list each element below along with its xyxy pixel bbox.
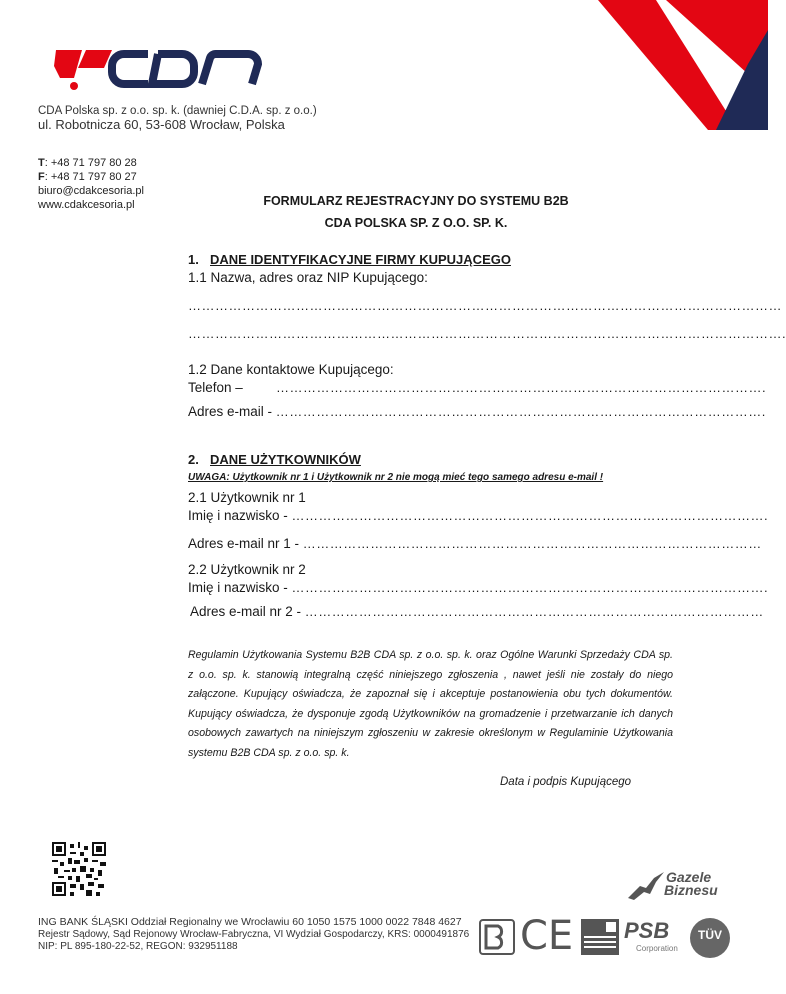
company-name: CDA Polska sp. z o.o. sp. k. (dawniej C.D.A. sp. z o.o.) [38,105,317,117]
phone-value: : +48 71 797 80 28 [44,157,137,169]
user-1-email-row [188,536,762,551]
user-2-title: 2.2 Użytkownik nr 2 [188,562,306,577]
user-2-name-field[interactable]: ……………………………………………………………………………………………. [291,580,769,595]
phone-label: T [38,157,45,169]
user-2-email-label: Adres e-mail nr 2 - [190,604,305,619]
gazele-text-2: Biznesu [664,882,718,898]
quality-control-icon [580,918,620,956]
ce-mark-icon: CE [520,913,574,959]
fax-line [38,170,144,184]
gazelle-icon [626,868,666,902]
company-id-field-2[interactable]: ……………………………………………………………………………………………………………………. [188,326,786,341]
user-2-email-row [190,604,764,619]
user-2-name-label: Imię i nazwisko - [188,580,292,595]
signature-label: Data i podpis Kupującego [500,776,632,788]
title-line-2: CDA POLSKA SP. Z O.O. SP. K. [324,216,508,230]
gazele-text-1: Gazele [666,869,712,885]
company-id-field-1[interactable]: …………………………………………………………………………………………………………………… [188,298,782,313]
psb-text: PSB [624,918,670,943]
email-link[interactable]: biuro@cdakcesoria.pl [38,185,144,197]
fax-value: : +48 71 797 80 27 [44,171,137,183]
user-2-email-field[interactable]: ………………………………………………………………………………………… [304,604,764,619]
section-2-heading [188,452,678,467]
tuv-icon [690,918,730,958]
warning-note: UWAGA: Użytkownik nr 1 i Użytkownik nr 2 nie mogą mieć tego samego adresu e-mail ! [188,472,604,483]
corner-decoration [598,0,768,130]
user-1-email-field[interactable]: ………………………………………………………………………………………… [302,536,762,551]
phone-line [38,156,144,170]
psb-subtext: Corporation [636,944,678,953]
user-1-name-row [188,508,769,523]
buyer-email-label: Adres e-mail - [188,404,276,419]
website-link[interactable]: www.cdakcesoria.pl [38,199,135,211]
bank-account: ING BANK ŚLĄSKI Oddział Regionalny we Wrocławiu 60 1050 1575 1000 0022 7848 4627 [38,916,462,928]
psb-logo [624,918,676,958]
buyer-phone-label: Telefon – [188,380,243,395]
fax-label: F [38,171,45,183]
section-2-title: DANE UŻYTKOWNIKÓW [210,452,361,467]
user-1-email-label: Adres e-mail nr 1 - [188,536,303,551]
company-id-label: 1.1 Nazwa, adres oraz NIP Kupującego: [188,270,428,285]
gazele-biznesu-logo [626,866,726,906]
regulation-text: Regulamin Użytkowania Systemu B2B CDA sp. z o.o. sp. k. oraz Ogólne Warunki Sprzedaży CDA sp. z o.o. sp. k. stanowią integralną część niniejszego zgłoszenia , nawet jeśli nie zostały do niego załączone. Kupujący oświadcza, że zapoznał się i akceptuje postanowienia obu tych dokumentów. Kupujący oświadcza, że dysponuje zgodą Użytkowników na gromadzenie i przetwarzanie ich danych osobowych zawartych na niniejszym zgłoszeniu w zakresie określonym w Regulaminie Użytkowania systemu B2B CDA sp. z o.o. sp. k. [188,649,673,759]
title-line-1: FORMULARZ REJESTRACYJNY DO SYSTEMU B2B [263,194,569,208]
section-1-number: 1. [188,252,199,267]
buyer-email-field[interactable]: ………………………………………………………………………………………………. [275,404,766,419]
cda-logo [52,44,284,94]
buyer-email-row [188,404,766,419]
tuv-text: TÜV [698,928,722,942]
footer-info [38,916,469,954]
b-certificate-icon [478,918,516,956]
section-1-title: DANE IDENTYFIKACYJNE FIRMY KUPUJĄCEGO [210,252,511,267]
phone-row [188,380,767,395]
court-registry: Rejestr Sądowy, Sąd Rejonowy Wrocław-Fabryczna, VI Wydział Gospodarczy, KRS: 0000491876 [38,928,470,940]
form-title [0,190,768,234]
company-info [38,104,317,132]
user-1-title: 2.1 Użytkownik nr 1 [188,490,306,505]
user-1-name-label: Imię i nazwisko - [188,508,292,523]
user-1-name-field[interactable]: ……………………………………………………………………………………………. [291,508,769,523]
buyer-phone-field[interactable]: ………………………………………………………………………………………………. [276,380,767,395]
qr-code [52,842,106,896]
section-2-number: 2. [188,452,199,467]
user-2-name-row [188,580,769,595]
company-address: ul. Robotnicza 60, 53-608 Wrocław, Polska [38,117,285,132]
tax-ids: NIP: PL 895-180-22-52, REGON: 932951188 [38,941,238,952]
contact-data-label: 1.2 Dane kontaktowe Kupującego: [188,362,394,377]
section-1-heading [188,252,678,267]
